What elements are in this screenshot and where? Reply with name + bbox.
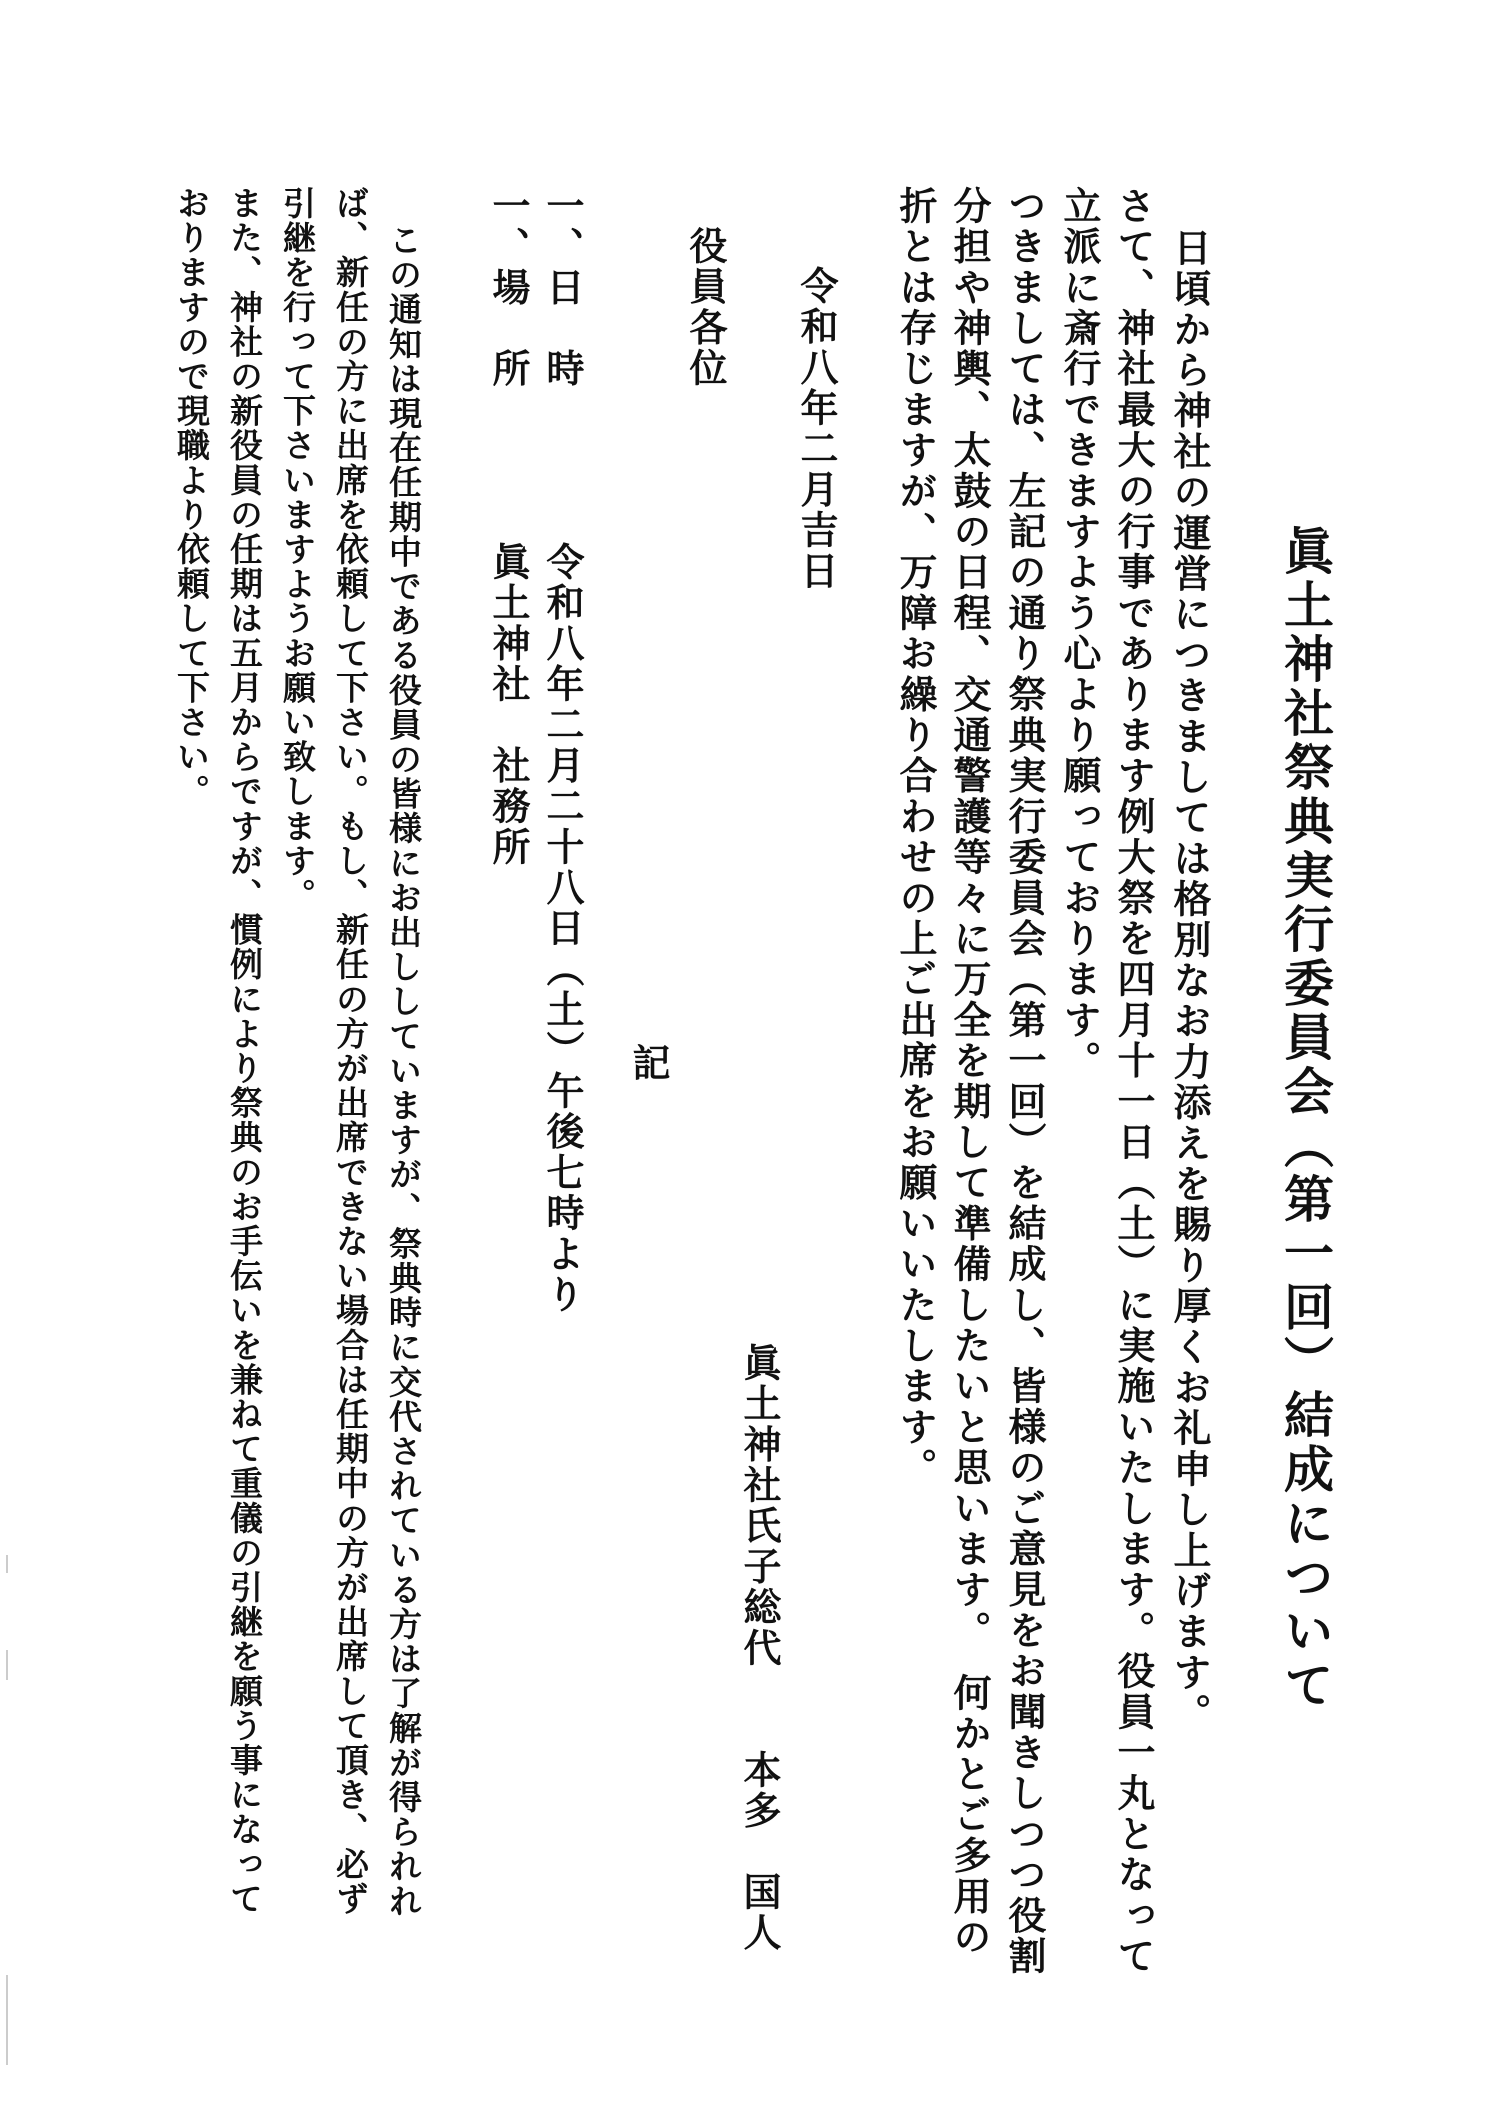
greeting-line-6: 折とは存じますが、万障お繰り合わせの上ご出席をお願いいたします。 <box>893 186 938 1489</box>
document-title: 眞土神社祭典実行委員会（第一回）結成について <box>1276 525 1335 1713</box>
place-value: 眞土神社 社務所 <box>486 542 531 868</box>
scan-mark-middle <box>6 1650 8 1680</box>
notice-line-1: この通知は現在任期中である役員の皆様にお出ししていますが、祭典時に交代されている方は了解が得られれ <box>384 223 423 1919</box>
notice-line-2: ば、新任の方に出席を依頼して下さい。もし、新任の方が出席できない場合は任期中の方が出席して頂き、必ず <box>331 186 370 1916</box>
addressee: 役員各位 <box>683 226 728 389</box>
greeting-line-3: 立派に斎行できますよう心より願っております。 <box>1057 186 1102 1082</box>
ki-mark: 記 <box>626 1043 671 1084</box>
datetime-label: 一、日 時 <box>540 186 585 390</box>
datetime-value: 令和八年二月二十八日（土）午後七時より <box>540 542 585 1316</box>
sender: 眞土神社氏子総代 本多 国人 <box>737 1343 782 1954</box>
issue-date: 令和八年二月吉日 <box>794 266 839 592</box>
greeting-line-2: さて、神社最大の行事であります例大祭を四月十一日（土）に実施いたします。役員一丸となって <box>1111 186 1156 1977</box>
greeting-line-4: つきましては、左記の通り祭典実行委員会（第一回）を結成し、皆様のご意見をお聞きしつつ役割 <box>1002 186 1047 1977</box>
notice-line-4: また、神社の新役員の任期は五月からですが、慣例により祭典のお手伝いを兼ねて重儀の引継を願う事になって <box>225 186 264 1916</box>
scan-mark-bottom <box>6 1975 8 2065</box>
place-label: 一、場 所 <box>486 186 531 390</box>
notice-line-5: おりますので現職より依頼して下さい。 <box>172 186 211 809</box>
greeting-line-1: 日頃から神社の運営につきましては格別なお力添えを賜り厚くお礼申し上げます。 <box>1167 228 1212 1734</box>
notice-line-3: 引継を行って下さいますようお願い致します。 <box>278 186 317 913</box>
scan-mark-top <box>6 1555 8 1573</box>
greeting-line-5: 分担や神輿、太鼓の日程、交通警護等々に万全を期して準備したいと思います。 何かとご多用の <box>947 186 992 1958</box>
